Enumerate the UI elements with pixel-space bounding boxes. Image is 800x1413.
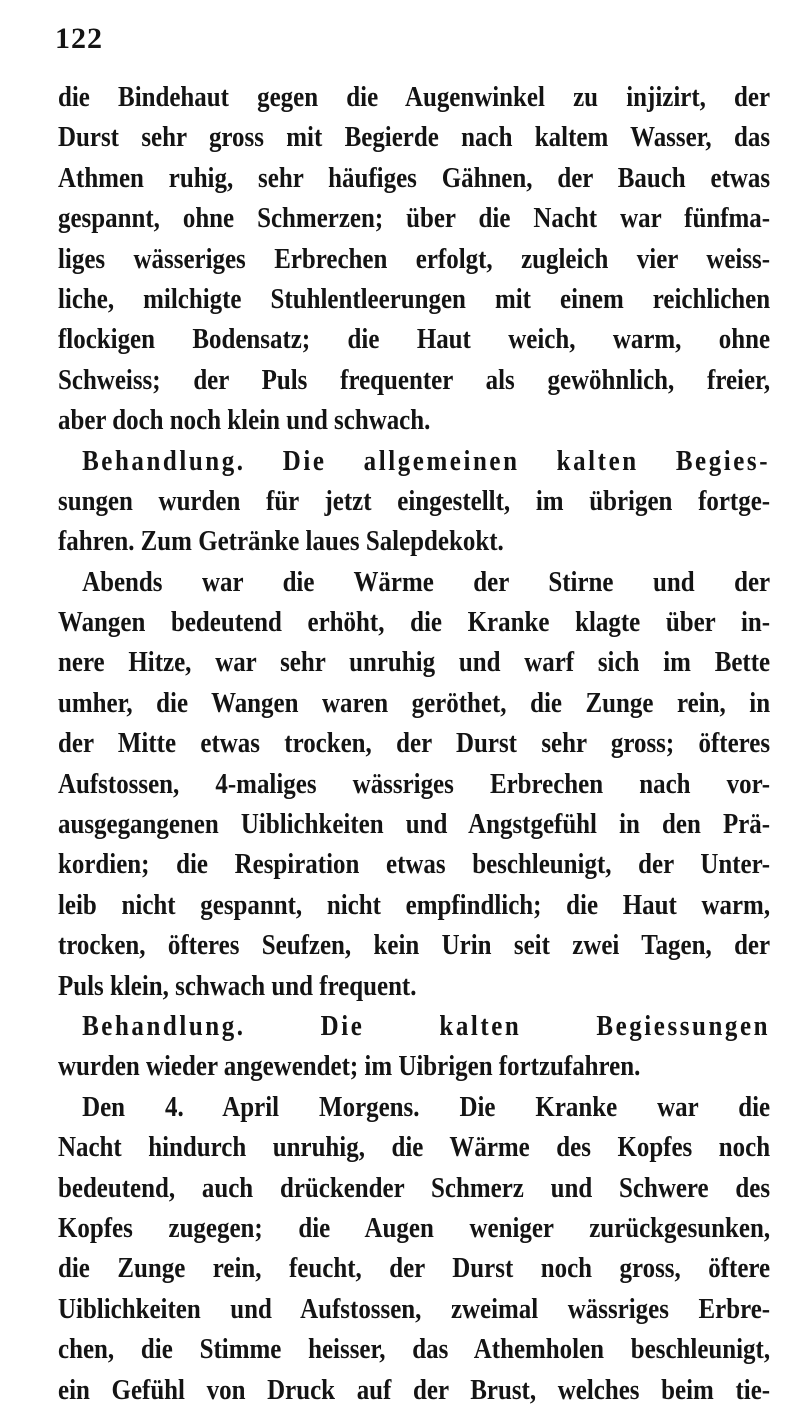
text-line: umher, die Wangen waren geröthet, die Zunge rein, in <box>58 686 771 719</box>
text-line: Kopfes zugegen; die Augen weniger zurückgesunken, <box>58 1211 771 1244</box>
text-line: bedeutend, auch drückender Schmerz und Schwere des <box>58 1171 771 1204</box>
paragraph-start-line: Behandlung. Die allgemeinen kalten Begies- <box>82 444 771 477</box>
text-line: sungen wurden für jetzt eingestellt, im übrigen fortge- <box>58 484 771 517</box>
text-line: nere Hitze, war sehr unruhig und warf sich im Bette <box>58 646 771 679</box>
text-line: Puls klein, schwach und frequent. <box>58 969 417 1002</box>
page-number: 122 <box>55 22 103 55</box>
text-line: kordien; die Respiration etwas beschleunigt, der Unter- <box>58 848 771 881</box>
text-line: Athmen ruhig, sehr häufiges Gähnen, der Bauch etwas <box>58 161 771 194</box>
text-line: die Zunge rein, feucht, der Durst noch gross, öftere <box>58 1252 771 1285</box>
text-line: trocken, öfteres Seufzen, kein Urin seit zwei Tagen, der <box>58 929 771 962</box>
text-line: liche, milchigte Stuhlentleerungen mit einem reichlichen <box>58 282 771 315</box>
text-line: die Bindehaut gegen die Augenwinkel zu injizirt, der <box>58 81 771 113</box>
text-line: fahren. Zum Getränke laues Salepdekokt. <box>58 525 504 558</box>
paragraph-start-line: Abends war die Wärme der Stirne und der <box>82 565 771 598</box>
text-line: Aufstossen, 4-maliges wässriges Erbrechen nach vor- <box>58 767 771 800</box>
text-line: Nacht hindurch unruhig, die Wärme des Kopfes noch <box>58 1131 771 1164</box>
text-line: ausgegangenen Uiblichkeiten und Angstgefühl in den Prä- <box>58 808 771 841</box>
text-line: flockigen Bodensatz; die Haut weich, warm, ohne <box>58 323 771 356</box>
text-line: leib nicht gespannt, nicht empfindlich; die Haut warm, <box>58 888 771 921</box>
text-line: der Mitte etwas trocken, der Durst sehr gross; öfteres <box>58 727 771 760</box>
body-text <box>58 77 770 1410</box>
text-line: wurden wieder angewendet; im Uibrigen fortzufahren. <box>58 1050 641 1083</box>
text-line: Wangen bedeutend erhöht, die Kranke klagte über in- <box>58 606 771 639</box>
paragraph-start-line: Behandlung. Die kalten Begiessungen <box>82 1009 771 1042</box>
paragraph-start-line: Den 4. April Morgens. Die Kranke war die <box>82 1090 771 1123</box>
text-line: Uiblichkeiten und Aufstossen, zweimal wässriges Erbre- <box>58 1292 771 1325</box>
text-line: ein Gefühl von Druck auf der Brust, welches beim tie- <box>58 1373 771 1406</box>
text-line: gespannt, ohne Schmerzen; über die Nacht war fünfma- <box>58 202 771 235</box>
text-line: Schweiss; der Puls frequenter als gewöhnlich, freier, <box>58 363 771 396</box>
text-line: Durst sehr gross mit Begierde nach kaltem Wasser, das <box>58 121 771 154</box>
text-line: chen, die Stimme heisser, das Athemholen beschleunigt, <box>58 1333 771 1366</box>
text-line: liges wässeriges Erbrechen erfolgt, zugleich vier weiss- <box>58 242 771 275</box>
text-line: aber doch noch klein und schwach. <box>58 404 431 437</box>
